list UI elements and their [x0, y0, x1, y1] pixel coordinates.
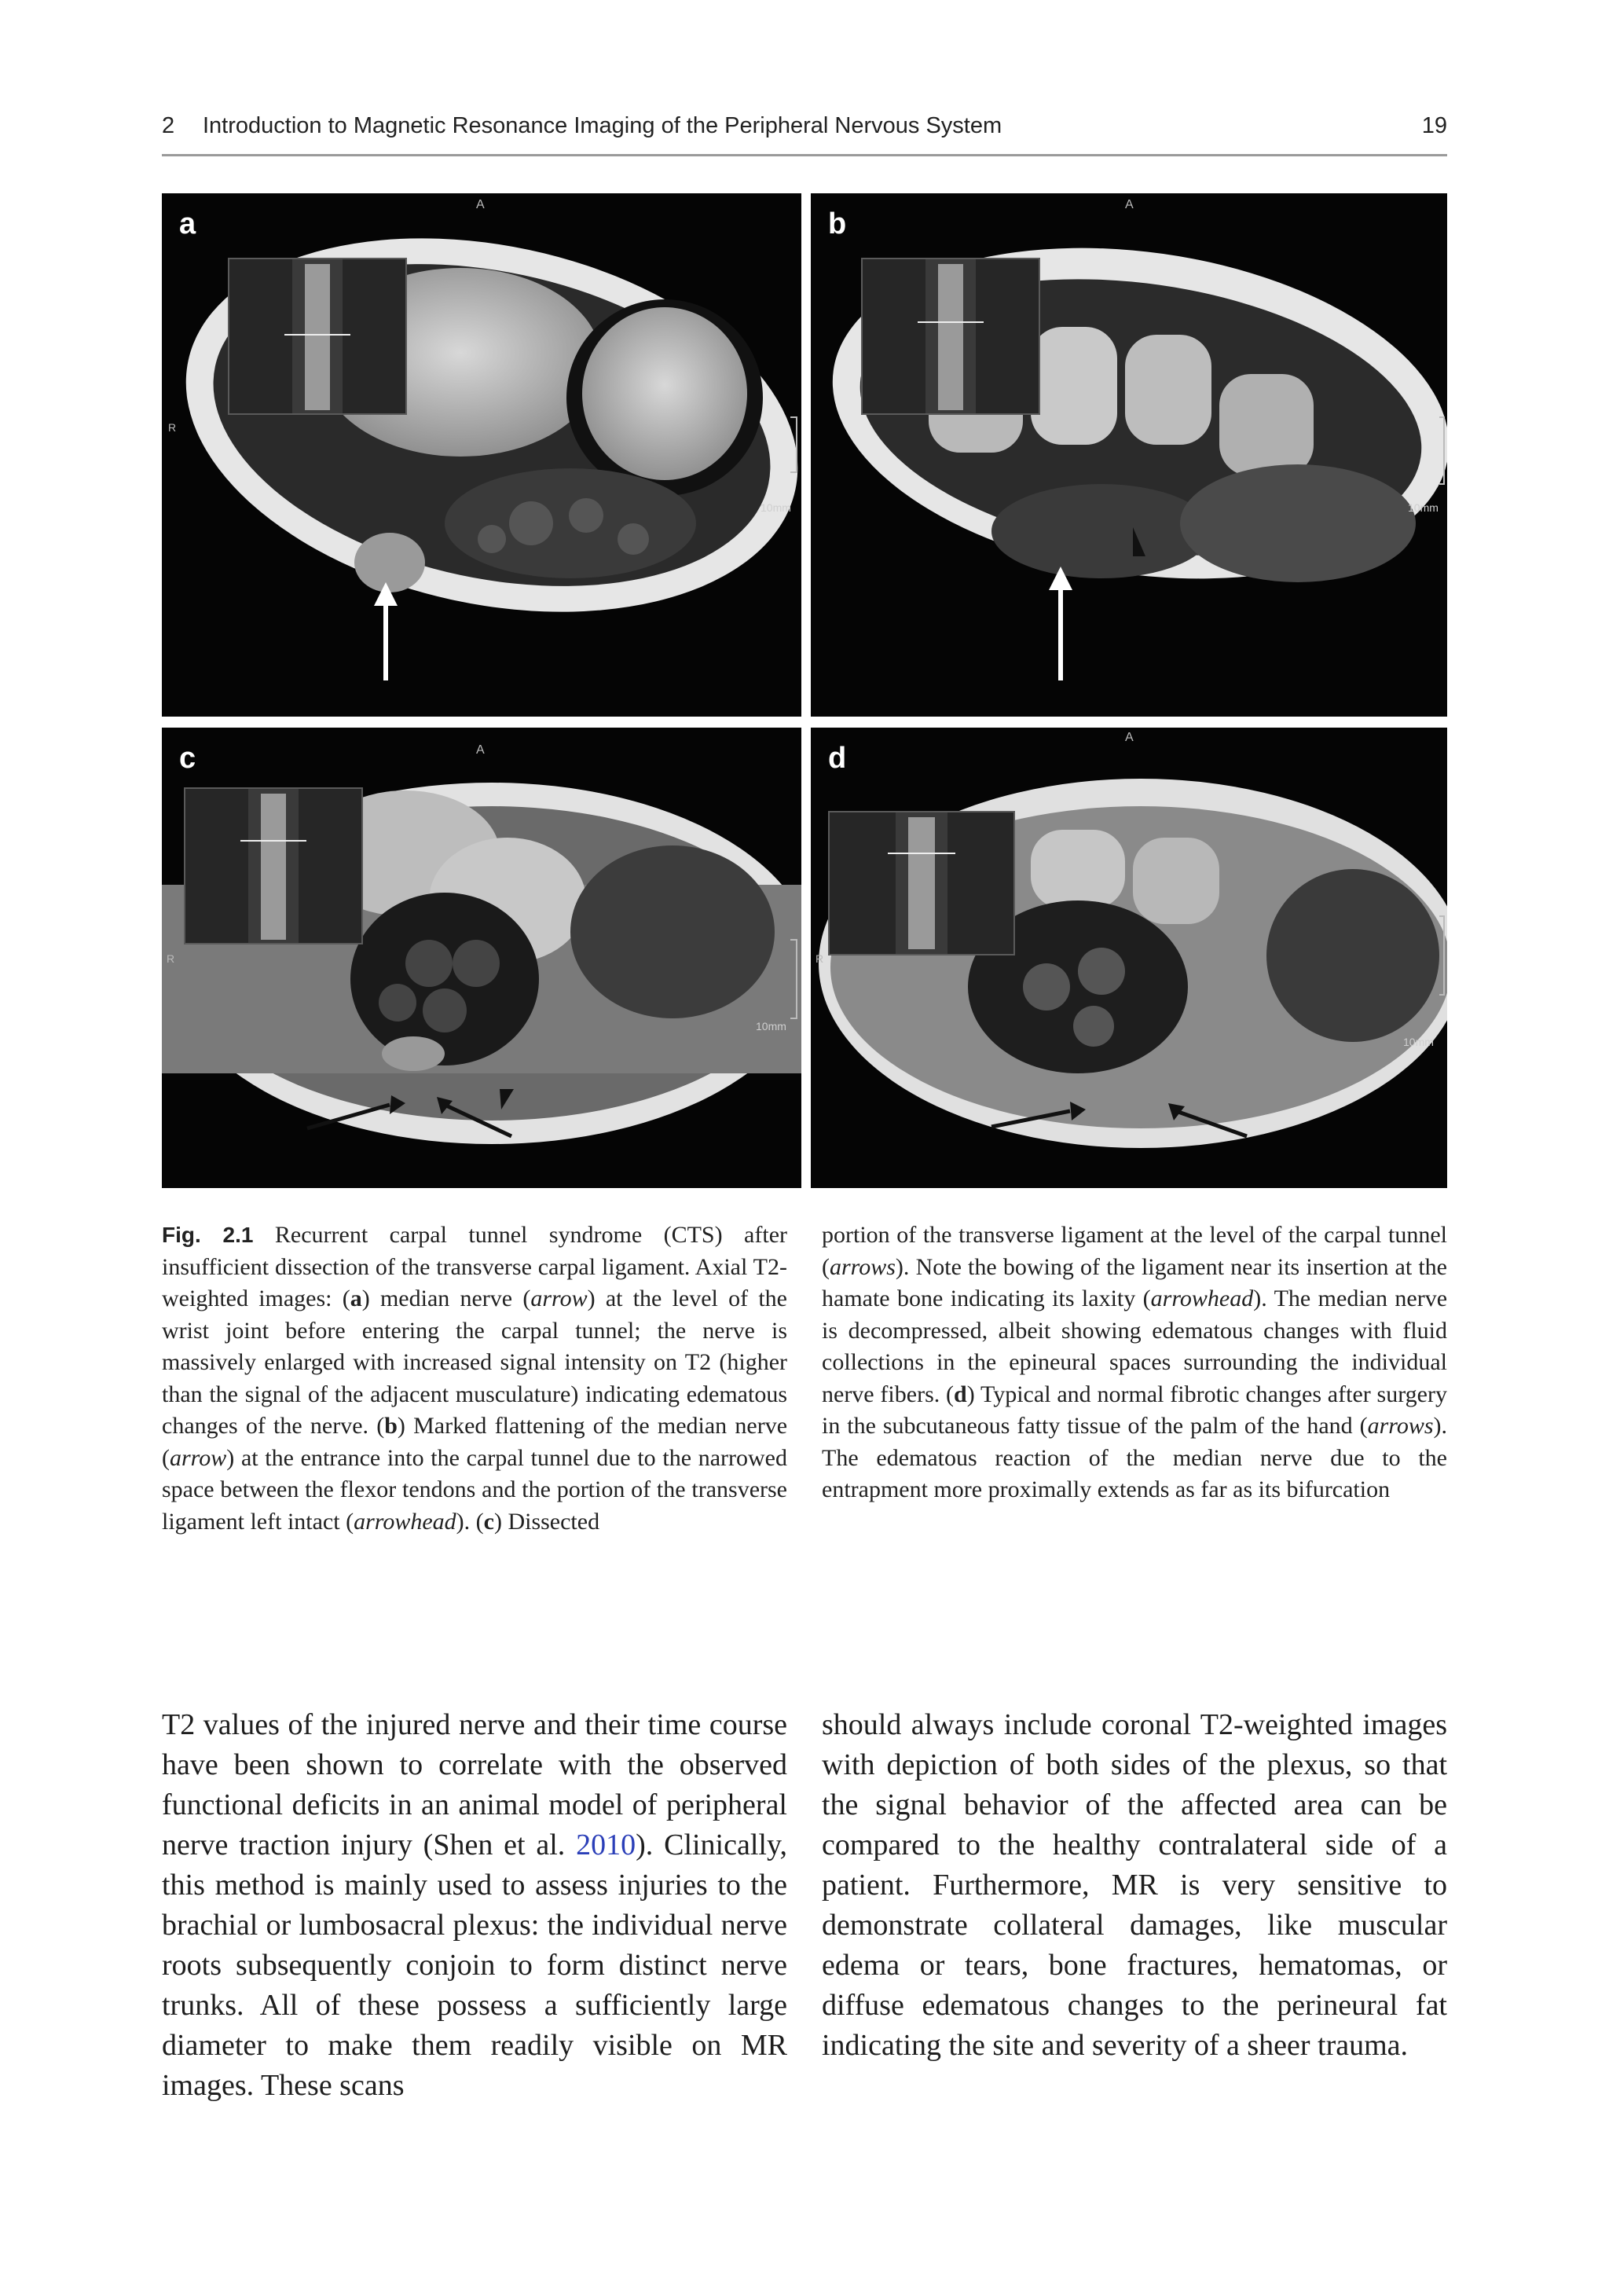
right-marker: R	[167, 952, 175, 965]
body-text-col2	[822, 1705, 1447, 2066]
chapter-title: Introduction to Magnetic Resonance Imaging of the Peripheral Nervous System	[203, 113, 1002, 138]
text-run: ) at the level of the wrist joint before entering the carpal tunnel; the nerve is massively enlarged with increased signal intensity on T2 (higher than the signal of the adjacent musculature) indicating edematous changes of the nerve. (	[162, 1286, 787, 1439]
text-run: portion of the transverse ligament at the level of the carpal tunnel (	[822, 1222, 1447, 1280]
text-run: ) median nerve (	[361, 1286, 531, 1311]
text-run: ). Clinically, this method is mainly used to assess injuries to the brachial or lumbosacral plexus: the individual nerve roots subsequently conjoin to form distinct nerve trunks. All of these possess a sufficiently large diameter to make them readily visible on MR images. These scans	[162, 1828, 787, 2102]
mri-panel-d	[811, 728, 1447, 1188]
text-run: T2 values of the injured nerve and their time course have been shown to correlate with the observed functional deficits in an animal model of peripheral nerve traction injury (Shen et al.	[162, 1708, 787, 1861]
figure-caption-col1	[162, 1220, 787, 1538]
text-run: ). The edematous reaction of the median nerve due to the entrapment more proximally extends as far as its bifurcation	[822, 1413, 1447, 1502]
text-run: arrowhead	[1150, 1286, 1254, 1311]
text-run: ). (	[456, 1508, 484, 1535]
text-run: ) at the entrance into the carpal tunnel due to the narrowed space between the flexor tendons and the portion of the transverse ligament left intact (	[162, 1444, 787, 1535]
right-marker: R	[815, 952, 824, 965]
anterior-marker: A	[476, 198, 485, 211]
panel-label: d	[828, 742, 847, 775]
text-run: arrows	[830, 1253, 896, 1280]
scale-label: 10mm	[1408, 501, 1439, 514]
figure-caption-col2	[822, 1220, 1447, 1506]
localizer-inset	[861, 258, 1040, 415]
panel-label: a	[179, 207, 196, 240]
mri-axial-image	[811, 728, 1447, 1188]
text-run: arrow	[170, 1444, 227, 1471]
anterior-marker: A	[1125, 731, 1134, 744]
localizer-inset	[228, 258, 407, 415]
running-header	[162, 110, 1447, 148]
panel-label: b	[828, 207, 847, 240]
page-number: 19	[1421, 113, 1447, 138]
text-run: should always include coronal T2-weighted images with depiction of both sides of the plexus, so that the signal behavior of the affected area can be compared to the healthy contralateral side of a patient. Furthermore, MR is very sensitive to demonstrate collateral damages, like muscular edema or tears, bone fractures, hematomas, or diffuse edematous changes to the perineural fat indicating the site and severity of a sheer trauma.	[822, 1708, 1447, 2062]
figure-label: Fig. 2.1	[162, 1223, 254, 1247]
text-run: ) Dissected	[493, 1508, 600, 1535]
text-run: Recurrent carpal tunnel syndrome (CTS) after insufficient dissection of the transverse carpal ligament. Axial T2-weighted images: (	[162, 1222, 787, 1311]
anterior-marker: A	[1125, 198, 1134, 211]
header-rule	[162, 154, 1447, 156]
scale-label: 10mm	[756, 1020, 786, 1032]
citation-link[interactable]: 2010	[576, 1828, 636, 1861]
text-run: b	[384, 1413, 398, 1439]
panel-label: c	[179, 742, 196, 775]
chapter-number: 2	[162, 113, 175, 138]
mri-panel-a	[162, 193, 801, 717]
mri-panel-c	[162, 728, 801, 1188]
right-marker: R	[168, 421, 177, 434]
anterior-marker: A	[476, 743, 485, 757]
text-run: ) Typical and normal fibrotic changes after surgery in the subcutaneous fatty tissue of the palm of the hand (	[822, 1381, 1447, 1439]
text-run: arrow	[530, 1286, 588, 1311]
mri-panel-b	[811, 193, 1447, 717]
localizer-inset	[184, 787, 363, 944]
body-text-col1	[162, 1705, 787, 2106]
text-run: ). Note the bowing of the ligament near its insertion at the hamate bone indicating its laxity (	[822, 1253, 1447, 1311]
text-run: ). The median nerve is decompressed, albeit showing edematous changes with fluid collections in the epineural spaces surrounding the individual nerve fibers. (	[822, 1286, 1448, 1407]
text-run: arrowhead	[354, 1508, 456, 1535]
text-run: arrows	[1367, 1413, 1434, 1439]
text-run: d	[954, 1381, 967, 1407]
scale-label: 10mm	[1403, 1036, 1434, 1048]
localizer-inset	[828, 811, 1015, 955]
text-run: c	[483, 1508, 494, 1535]
text-run: a	[350, 1286, 362, 1311]
text-run: ) Marked flattening of the median nerve (	[162, 1413, 788, 1471]
scale-label: 10mm	[761, 501, 791, 514]
